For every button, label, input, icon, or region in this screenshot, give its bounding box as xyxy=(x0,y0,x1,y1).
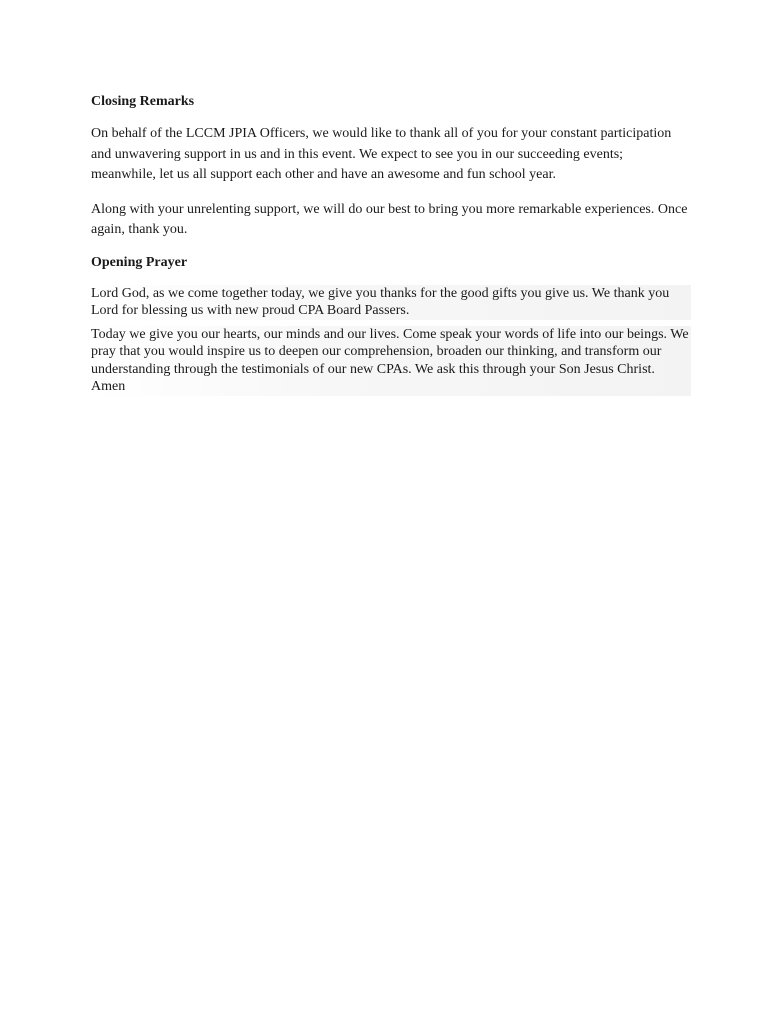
opening-prayer-heading: Opening Prayer xyxy=(91,254,188,270)
closing-paragraph-1: On behalf of the LCCM JPIA Officers, we would like to thank all of you for your constant participation and unwavering support in us and in this event. We expect to see you in our succeeding events; meanwhile, let us all support each other and have an awesome and fun school year. xyxy=(91,126,672,182)
prayer-paragraph-2: Today we give you our hearts, our minds and our lives. Come speak your words of life into our beings. We pray that you would inspire us to deepen our comprehension, broaden our thinking, and transform our understanding through the testimonials of our new CPAs. We ask this through your Son Jesus Christ. Amen xyxy=(91,326,689,394)
prayer-paragraph-1: Lord God, as we come together today, we give you thanks for the good gifts you give us. We thank you Lord for blessing us with new proud CPA Board Passers. xyxy=(91,285,670,318)
document-page xyxy=(91,92,691,402)
prayer-block-1 xyxy=(91,285,691,320)
prayer-block-2 xyxy=(91,326,691,396)
closing-paragraph-2: Along with your unrelenting support, we will do our best to bring you more remarkable experiences. Once again, thank you. xyxy=(91,201,688,237)
closing-remarks-heading: Closing Remarks xyxy=(91,94,195,109)
